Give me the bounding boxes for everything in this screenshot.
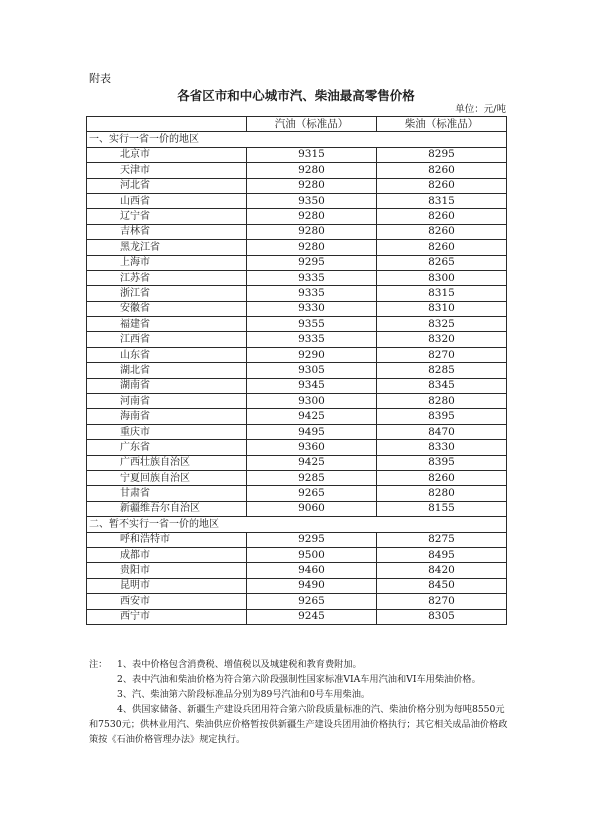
region-cell: 上海市 <box>87 255 247 270</box>
table-row <box>87 486 507 501</box>
gasoline-price-cell: 9280 <box>247 178 377 193</box>
region-cell: 安徽省 <box>87 301 247 316</box>
section-label: 二、暂不实行一省一价的地区 <box>87 517 507 532</box>
diesel-price-cell: 8260 <box>377 470 507 485</box>
diesel-price-cell: 8470 <box>377 424 507 439</box>
table-row <box>87 563 507 578</box>
note-item: 3、汽、柴油第六阶段标准品分别为89号汽油和0号车用柴油。 <box>117 689 371 700</box>
region-cell: 山东省 <box>87 347 247 362</box>
gasoline-price-cell: 9300 <box>247 394 377 409</box>
table-row <box>87 286 507 301</box>
table-row <box>87 440 507 455</box>
table-row <box>87 317 507 332</box>
diesel-price-cell: 8260 <box>377 240 507 255</box>
region-cell: 西宁市 <box>87 609 247 624</box>
gasoline-price-cell: 9345 <box>247 378 377 393</box>
region-cell: 浙江省 <box>87 286 247 301</box>
gasoline-price-cell: 9290 <box>247 347 377 362</box>
header-region <box>87 117 247 132</box>
table-row <box>87 378 507 393</box>
region-cell: 甘肃省 <box>87 486 247 501</box>
diesel-price-cell: 8275 <box>377 532 507 547</box>
table-row <box>87 363 507 378</box>
diesel-price-cell: 8420 <box>377 563 507 578</box>
region-cell: 西安市 <box>87 594 247 609</box>
gasoline-price-cell: 9490 <box>247 578 377 593</box>
table-row <box>87 424 507 439</box>
gasoline-price-cell: 9330 <box>247 301 377 316</box>
diesel-price-cell: 8260 <box>377 209 507 224</box>
region-cell: 海南省 <box>87 409 247 424</box>
diesel-price-cell: 8320 <box>377 332 507 347</box>
table-row <box>87 594 507 609</box>
table-row <box>87 178 507 193</box>
note-item: 注： 1、表中价格包含消费税、增值税以及城建税和教育费附加。 <box>89 659 362 670</box>
attachment-label: 附表 <box>89 72 111 85</box>
region-cell: 宁夏回族自治区 <box>87 470 247 485</box>
gasoline-price-cell: 9265 <box>247 594 377 609</box>
region-cell: 呼和浩特市 <box>87 532 247 547</box>
table-row <box>87 501 507 516</box>
region-cell: 江苏省 <box>87 270 247 285</box>
diesel-price-cell: 8265 <box>377 255 507 270</box>
diesel-price-cell: 8260 <box>377 224 507 239</box>
table-row <box>87 209 507 224</box>
table-row <box>87 147 507 162</box>
gasoline-price-cell: 9425 <box>247 455 377 470</box>
gasoline-price-cell: 9335 <box>247 286 377 301</box>
header-gasoline: 汽油（标准品） <box>247 117 377 132</box>
diesel-price-cell: 8330 <box>377 440 507 455</box>
note-item: 4、供国家储备、新疆生产建设兵团用符合第六阶段质量标准的汽、柴油价格分别为每吨8550元和7530元；供林业用汽、柴油供应价格暂按供新疆生产建设兵团用油价格执行；其它相关成品油价格政策按《石油价格管理办法》规定执行。 <box>89 704 508 745</box>
gasoline-price-cell: 9245 <box>247 609 377 624</box>
table-title: 各省区市和中心城市汽、柴油最高零售价格 <box>177 88 415 103</box>
table-row <box>87 609 507 624</box>
gasoline-price-cell: 9280 <box>247 163 377 178</box>
diesel-price-cell: 8325 <box>377 317 507 332</box>
region-cell: 昆明市 <box>87 578 247 593</box>
diesel-price-cell: 8280 <box>377 486 507 501</box>
gasoline-price-cell: 9335 <box>247 270 377 285</box>
region-cell: 广东省 <box>87 440 247 455</box>
table-body <box>87 132 507 625</box>
unit-label: 单位：元/吨 <box>455 104 506 115</box>
diesel-price-cell: 8315 <box>377 286 507 301</box>
diesel-price-cell: 8295 <box>377 147 507 162</box>
region-cell: 湖北省 <box>87 363 247 378</box>
gasoline-price-cell: 9315 <box>247 147 377 162</box>
region-cell: 黑龙江省 <box>87 240 247 255</box>
gasoline-price-cell: 9295 <box>247 255 377 270</box>
table-row <box>87 394 507 409</box>
table-row <box>87 532 507 547</box>
diesel-price-cell: 8495 <box>377 547 507 562</box>
region-cell: 北京市 <box>87 147 247 162</box>
region-cell: 辽宁省 <box>87 209 247 224</box>
diesel-price-cell: 8270 <box>377 594 507 609</box>
region-cell: 河南省 <box>87 394 247 409</box>
table-row <box>87 255 507 270</box>
gasoline-price-cell: 9425 <box>247 409 377 424</box>
region-cell: 福建省 <box>87 317 247 332</box>
table-row <box>87 240 507 255</box>
diesel-price-cell: 8305 <box>377 609 507 624</box>
gasoline-price-cell: 9060 <box>247 501 377 516</box>
gasoline-price-cell: 9265 <box>247 486 377 501</box>
region-cell: 重庆市 <box>87 424 247 439</box>
gasoline-price-cell: 9305 <box>247 363 377 378</box>
region-cell: 成都市 <box>87 547 247 562</box>
gasoline-price-cell: 9500 <box>247 547 377 562</box>
notes-head: 注： <box>89 659 108 670</box>
gasoline-price-cell: 9335 <box>247 332 377 347</box>
gasoline-price-cell: 9360 <box>247 440 377 455</box>
note-item: 2、表中汽油和柴油价格为符合第六阶段强制性国家标准VIA车用汽油和VI车用柴油价格。 <box>117 674 481 685</box>
table-row <box>87 470 507 485</box>
diesel-price-cell: 8300 <box>377 270 507 285</box>
section-row <box>87 517 507 532</box>
diesel-price-cell: 8280 <box>377 394 507 409</box>
region-cell: 贵阳市 <box>87 563 247 578</box>
gasoline-price-cell: 9285 <box>247 470 377 485</box>
table-row <box>87 270 507 285</box>
gasoline-price-cell: 9460 <box>247 563 377 578</box>
region-cell: 新疆维吾尔自治区 <box>87 501 247 516</box>
table-row <box>87 455 507 470</box>
table-row <box>87 409 507 424</box>
table-row <box>87 578 507 593</box>
notes-block <box>89 657 509 747</box>
table-row <box>87 301 507 316</box>
diesel-price-cell: 8285 <box>377 363 507 378</box>
diesel-price-cell: 8310 <box>377 301 507 316</box>
table-row <box>87 347 507 362</box>
region-cell: 湖南省 <box>87 378 247 393</box>
diesel-price-cell: 8395 <box>377 455 507 470</box>
table-header-row <box>87 117 507 132</box>
region-cell: 吉林省 <box>87 224 247 239</box>
gasoline-price-cell: 9295 <box>247 532 377 547</box>
section-label: 一、实行一省一价的地区 <box>87 132 507 147</box>
gasoline-price-cell: 9355 <box>247 317 377 332</box>
diesel-price-cell: 8155 <box>377 501 507 516</box>
diesel-price-cell: 8345 <box>377 378 507 393</box>
gasoline-price-cell: 9280 <box>247 224 377 239</box>
region-cell: 山西省 <box>87 193 247 208</box>
diesel-price-cell: 8260 <box>377 178 507 193</box>
diesel-price-cell: 8450 <box>377 578 507 593</box>
table-row <box>87 224 507 239</box>
header-diesel: 柴油（标准品） <box>377 117 507 132</box>
gasoline-price-cell: 9280 <box>247 209 377 224</box>
region-cell: 河北省 <box>87 178 247 193</box>
gasoline-price-cell: 9495 <box>247 424 377 439</box>
gasoline-price-cell: 9350 <box>247 193 377 208</box>
diesel-price-cell: 8395 <box>377 409 507 424</box>
table-row <box>87 163 507 178</box>
section-row <box>87 132 507 147</box>
price-table <box>86 116 507 625</box>
region-cell: 江西省 <box>87 332 247 347</box>
table-row <box>87 547 507 562</box>
table-row <box>87 332 507 347</box>
diesel-price-cell: 8270 <box>377 347 507 362</box>
table-row <box>87 193 507 208</box>
diesel-price-cell: 8315 <box>377 193 507 208</box>
diesel-price-cell: 8260 <box>377 163 507 178</box>
gasoline-price-cell: 9280 <box>247 240 377 255</box>
region-cell: 天津市 <box>87 163 247 178</box>
region-cell: 广西壮族自治区 <box>87 455 247 470</box>
